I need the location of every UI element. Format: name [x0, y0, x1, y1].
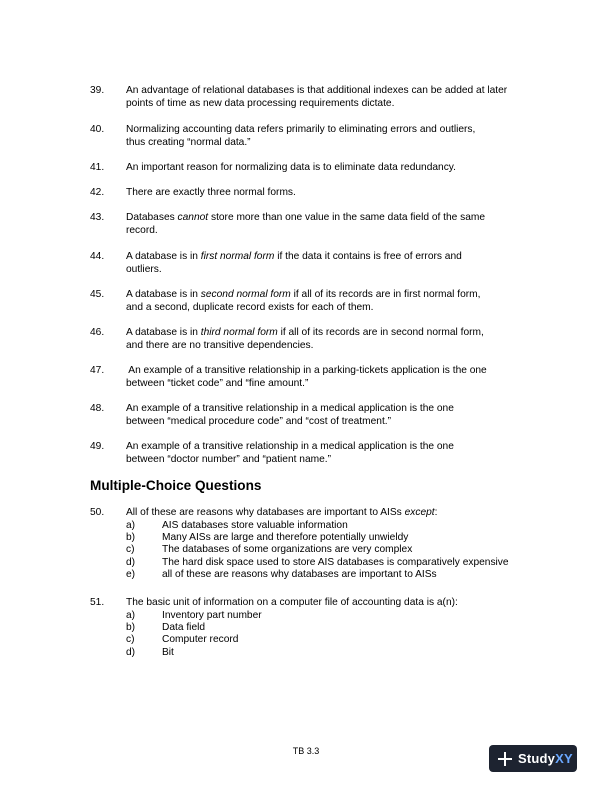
question-number: 45.	[90, 289, 105, 300]
emphasis: second normal form	[200, 289, 291, 300]
emphasis: third normal form	[200, 327, 278, 338]
question-text-line: The basic unit of information on a computer file of accounting data is a(n):	[126, 597, 458, 608]
answer-option: c) Computer record	[126, 634, 239, 646]
studyxy-logo[interactable]	[489, 745, 577, 772]
question-number: 42.	[90, 187, 105, 198]
question-text-line: A database is in first normal form if the data it contains is free of errors and	[126, 251, 462, 262]
logo-text: StudyXY	[518, 751, 573, 766]
answer-option: a) AIS databases store valuable information	[126, 519, 348, 531]
question-text-line: between “medical procedure code” and “cost of treatment.”	[126, 415, 392, 427]
question-text-line: and there are no transitive dependencies.	[126, 339, 314, 351]
question-text-line: outliers.	[126, 263, 162, 275]
question-number: 49.	[90, 441, 105, 452]
question-text-line: thus creating “normal data.”	[126, 136, 251, 148]
section-heading: Multiple-Choice Questions	[90, 478, 262, 493]
question-text-line: A database is in third normal form if all of its records are in second normal form,	[126, 327, 484, 338]
question-number: 46.	[90, 327, 105, 338]
page-footer-label: TB 3.3	[292, 746, 320, 756]
plus-icon	[498, 752, 512, 766]
question-text-line: A database is in second normal form if all of its records are in first normal form,	[126, 289, 481, 300]
answer-option: d) The hard disk space used to store AIS databases is comparatively expensive	[126, 556, 509, 568]
answer-option: b) Data field	[126, 621, 206, 633]
question-text-line: All of these are reasons why databases are important to AISs except:	[126, 507, 438, 518]
question-number: 44.	[90, 251, 105, 262]
answer-option: e) all of these are reasons why databases are important to AISs	[126, 569, 437, 581]
emphasis: cannot	[177, 212, 209, 223]
question-number: 43.	[90, 212, 105, 223]
question-number: 40.	[90, 124, 105, 135]
emphasis: except	[404, 507, 435, 518]
question-number: 50.	[90, 507, 105, 518]
question-text-line: An important reason for normalizing data is to eliminate data redundancy.	[126, 162, 456, 173]
emphasis: first normal form	[200, 251, 275, 262]
question-text-line: An example of a transitive relationship in a medical application is the one	[126, 441, 454, 452]
question-number: 51.	[90, 597, 105, 608]
question-text-line: between “ticket code” and “fine amount.”	[126, 377, 309, 389]
question-text-line: An advantage of relational databases is that additional indexes can be added at later	[126, 85, 508, 96]
answer-option: c) The databases of some organizations are very complex	[126, 544, 413, 556]
question-text-line: There are exactly three normal forms.	[126, 187, 296, 198]
question-number: 39.	[90, 85, 105, 96]
question-number: 41.	[90, 162, 105, 173]
question-text-line: and a second, duplicate record exists for each of them.	[126, 301, 374, 313]
question-number: 47.	[90, 365, 105, 376]
question-text-line: An example of a transitive relationship in a parking-tickets application is the one	[126, 365, 487, 376]
question-text-line: record.	[126, 224, 158, 236]
question-text-line: An example of a transitive relationship in a medical application is the one	[126, 403, 454, 414]
question-text-line: points of time as new data processing requirements dictate.	[126, 97, 395, 109]
answer-option: d) Bit	[126, 646, 174, 658]
question-text-line: between “doctor number” and “patient name.”	[126, 453, 331, 465]
answer-option: b) Many AISs are large and therefore potentially unwieldy	[126, 531, 409, 543]
question-text-line: Databases cannot store more than one value in the same data field of the same	[126, 212, 486, 223]
question-text-line: Normalizing accounting data refers primarily to eliminating errors and outliers,	[126, 124, 476, 135]
answer-option: a) Inventory part number	[126, 609, 262, 621]
question-number: 48.	[90, 403, 105, 414]
